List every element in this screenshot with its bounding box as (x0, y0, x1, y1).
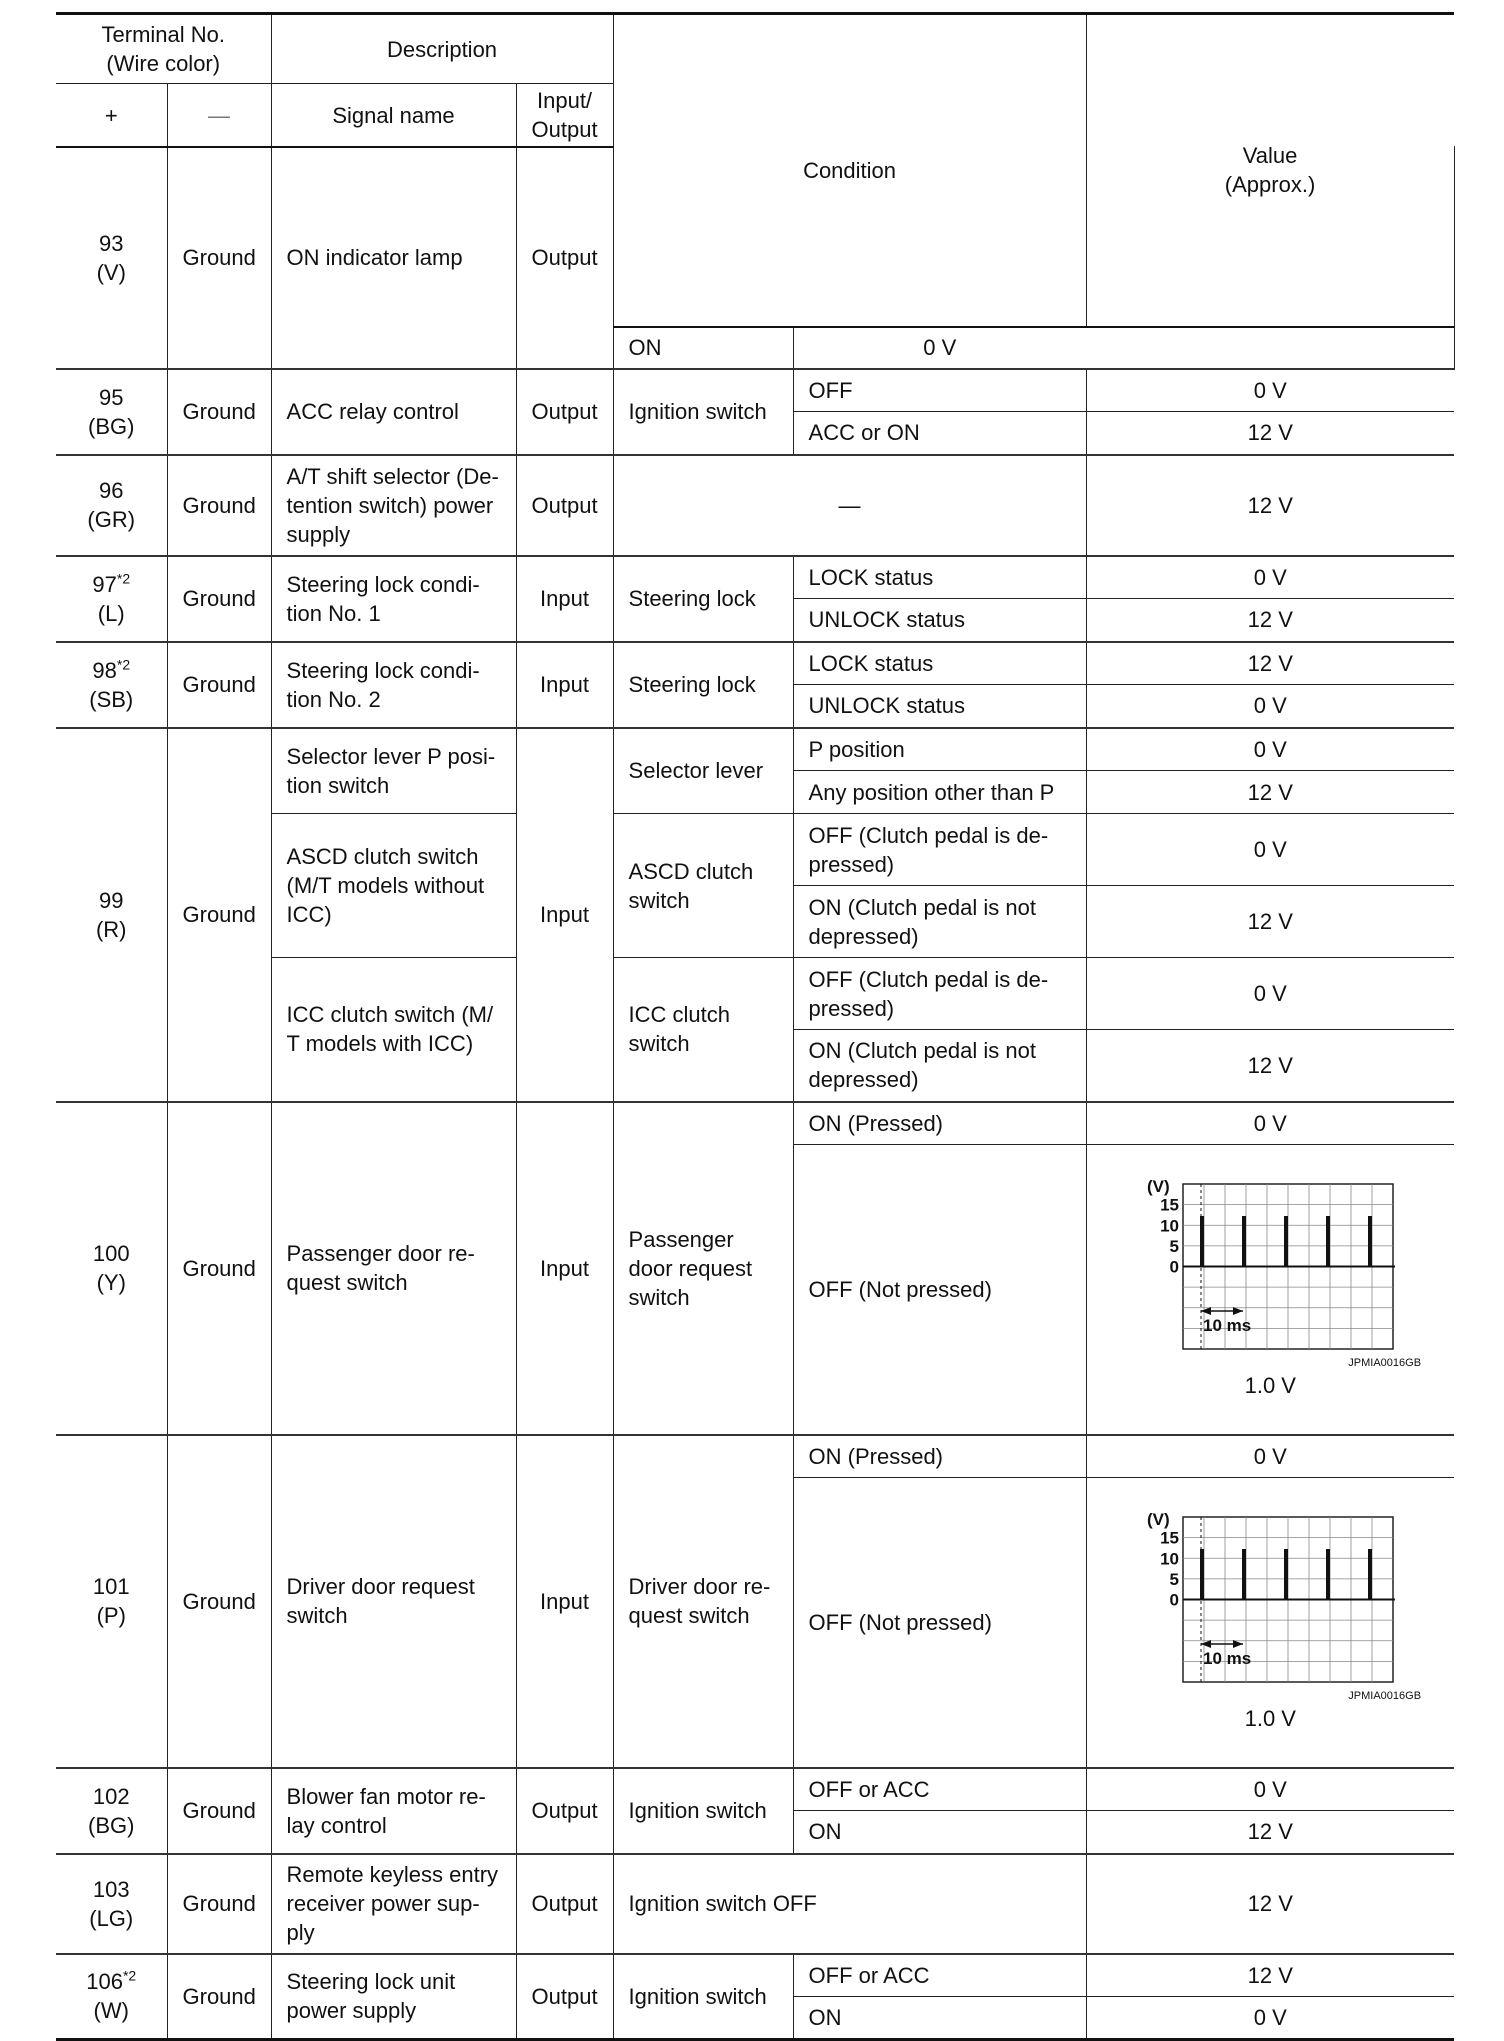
value-101-1: 0 V (1086, 1435, 1454, 1478)
io-97: Input (516, 556, 613, 642)
io-98: Input (516, 642, 613, 728)
state-101-1: ON (Pressed) (793, 1435, 1086, 1478)
condition-99-a: Selector lever (613, 728, 793, 814)
value-103: 12 V (1086, 1854, 1454, 1954)
ground-102: Ground (167, 1768, 271, 1854)
state-99-a1: P position (793, 728, 1086, 771)
io-103: Output (516, 1854, 613, 1954)
value-95-1: 0 V (1086, 369, 1454, 412)
value-102-1: 0 V (1086, 1768, 1454, 1811)
terminal-100: 100 (Y) (56, 1102, 167, 1435)
ground-101: Ground (167, 1435, 271, 1768)
figure-code: JPMIA0016GB (1348, 1690, 1422, 1703)
condition-96: — (613, 455, 1086, 556)
state-95-2: ACC or ON (793, 412, 1086, 455)
ground-100: Ground (167, 1102, 271, 1435)
io-101: Input (516, 1435, 613, 1768)
ground-95: Ground (167, 369, 271, 455)
signal-106: Steering lock unit power supply (271, 1954, 516, 2040)
state-100-2: OFF (Not pressed) (793, 1145, 1086, 1435)
ground-97: Ground (167, 556, 271, 642)
value-106-1: 12 V (1086, 1954, 1454, 1997)
value-100-1: 0 V (1086, 1102, 1454, 1145)
io-93: Output (516, 147, 613, 369)
condition-100: Passenger door request switch (613, 1102, 793, 1435)
scope-time-label: 10 ms (1203, 1316, 1252, 1336)
state-106-1: OFF or ACC (793, 1954, 1086, 1997)
condition-97: Steering lock (613, 556, 793, 642)
header-io: Input/ Output (516, 84, 613, 148)
signal-96: A/T shift selector (De-tention switch) power supply (271, 455, 516, 556)
terminal-102: 102 (BG) (56, 1768, 167, 1854)
ground-99: Ground (167, 728, 271, 1102)
signal-102: Blower fan motor re-lay control (271, 1768, 516, 1854)
io-99: Input (516, 728, 613, 1102)
state-97-1: LOCK status (793, 556, 1086, 599)
io-106: Output (516, 1954, 613, 2040)
state-97-2: UNLOCK status (793, 599, 1086, 642)
terminal-101: 101 (P) (56, 1435, 167, 1768)
header-description: Description (271, 14, 613, 84)
value-100-2-text: 1.0 V (1244, 1373, 1296, 1399)
terminal-96: 96 (GR) (56, 455, 167, 556)
value-101-2-text: 1.0 V (1244, 1706, 1296, 1732)
scope-y-tick: 0 (1169, 1590, 1180, 1610)
ground-106: Ground (167, 1954, 271, 2040)
terminal-98: 98$^{*2}$ (SB) (56, 642, 167, 728)
value-102-2: 12 V (1086, 1811, 1454, 1854)
state-99-c1: OFF (Clutch pedal is de-pressed) (793, 958, 1086, 1030)
state-102-1: OFF or ACC (793, 1768, 1086, 1811)
scope-time-label: 10 ms (1203, 1649, 1252, 1669)
value-99-b2: 12 V (1086, 886, 1454, 958)
header-terminal-no: Terminal No. (Wire color) (56, 14, 271, 84)
value-96: 12 V (1086, 455, 1454, 556)
scope-y-unit: (V) (1147, 1511, 1170, 1530)
scope-y-tick: 10 (1160, 1549, 1180, 1569)
value-100-2 (1086, 1145, 1454, 1435)
header-signal-name: Signal name (271, 84, 516, 148)
signal-99-c: ICC clutch switch (M/ T models with ICC) (271, 958, 516, 1102)
ground-96: Ground (167, 455, 271, 556)
condition-106: Ignition switch (613, 1954, 793, 2040)
value-106-2: 0 V (1086, 1997, 1454, 2040)
terminal-103: 103 (LG) (56, 1854, 167, 1954)
signal-101: Driver door request switch (271, 1435, 516, 1768)
scope-y-unit: (V) (1147, 1178, 1170, 1197)
state-98-2: UNLOCK status (793, 685, 1086, 728)
io-102: Output (516, 1768, 613, 1854)
terminal-93: 93 (V) (56, 147, 167, 369)
value-99-c2: 12 V (1086, 1030, 1454, 1102)
signal-100: Passenger door re-quest switch (271, 1102, 516, 1435)
value-97-2: 12 V (1086, 599, 1454, 642)
value-97-1: 0 V (1086, 556, 1454, 599)
state-102-2: ON (793, 1811, 1086, 1854)
scope-y-tick: 5 (1169, 1237, 1180, 1257)
condition-103: Ignition switch OFF (613, 1854, 1086, 1954)
terminal-table (56, 12, 1454, 2041)
condition-101: Driver door re-quest switch (613, 1435, 793, 1768)
value-99-a2: 12 V (1086, 771, 1454, 814)
condition-102: Ignition switch (613, 1768, 793, 1854)
value-95-2: 12 V (1086, 412, 1454, 455)
state-93-2: ON (613, 327, 793, 369)
signal-93: ON indicator lamp (271, 147, 516, 369)
signal-97: Steering lock condi-tion No. 1 (271, 556, 516, 642)
value-98-2: 0 V (1086, 685, 1454, 728)
io-100: Input (516, 1102, 613, 1435)
io-96: Output (516, 455, 613, 556)
header-condition: Condition (613, 14, 1086, 327)
ground-103: Ground (167, 1854, 271, 1954)
state-95-1: OFF (793, 369, 1086, 412)
oscilloscope-waveform (1145, 1511, 1395, 1686)
condition-99-c: ICC clutch switch (613, 958, 793, 1102)
signal-99-a: Selector lever P posi-tion switch (271, 728, 516, 814)
scope-y-tick: 10 (1160, 1216, 1180, 1236)
io-95: Output (516, 369, 613, 455)
header-value: Value (Approx.) (1086, 14, 1454, 327)
state-99-b2: ON (Clutch pedal is not depressed) (793, 886, 1086, 958)
signal-95: ACC relay control (271, 369, 516, 455)
ground-93: Ground (167, 147, 271, 369)
condition-98: Steering lock (613, 642, 793, 728)
value-99-a1: 0 V (1086, 728, 1454, 771)
value-98-1: 12 V (1086, 642, 1454, 685)
scope-y-tick: 0 (1169, 1257, 1180, 1277)
header-plus: + (56, 84, 167, 148)
scope-y-tick: 15 (1160, 1195, 1180, 1215)
terminal-99: 99 (R) (56, 728, 167, 1102)
condition-99-b: ASCD clutch switch (613, 814, 793, 958)
condition-95: Ignition switch (613, 369, 793, 455)
scope-y-tick: 5 (1169, 1570, 1180, 1590)
header-minus: — (167, 84, 271, 148)
oscilloscope-waveform (1145, 1178, 1395, 1353)
terminal-95: 95 (BG) (56, 369, 167, 455)
value-93-2: 0 V (793, 327, 1086, 369)
signal-98: Steering lock condi-tion No. 2 (271, 642, 516, 728)
signal-99-b: ASCD clutch switch (M/T models without ICC) (271, 814, 516, 958)
state-99-b1: OFF (Clutch pedal is de-pressed) (793, 814, 1086, 886)
state-106-2: ON (793, 1997, 1086, 2040)
state-100-1: ON (Pressed) (793, 1102, 1086, 1145)
terminal-97: 97$^{*2}$ (L) (56, 556, 167, 642)
state-98-1: LOCK status (793, 642, 1086, 685)
state-101-2: OFF (Not pressed) (793, 1478, 1086, 1768)
signal-103: Remote keyless entry receiver power sup-ply (271, 1854, 516, 1954)
terminal-106: 106$^{*2}$ (W) (56, 1954, 167, 2040)
value-99-b1: 0 V (1086, 814, 1454, 886)
state-99-a2: Any position other than P (793, 771, 1086, 814)
state-99-c2: ON (Clutch pedal is not depressed) (793, 1030, 1086, 1102)
ground-98: Ground (167, 642, 271, 728)
value-99-c1: 0 V (1086, 958, 1454, 1030)
figure-code: JPMIA0016GB (1348, 1357, 1422, 1370)
scope-y-tick: 15 (1160, 1528, 1180, 1548)
value-101-2 (1086, 1478, 1454, 1768)
